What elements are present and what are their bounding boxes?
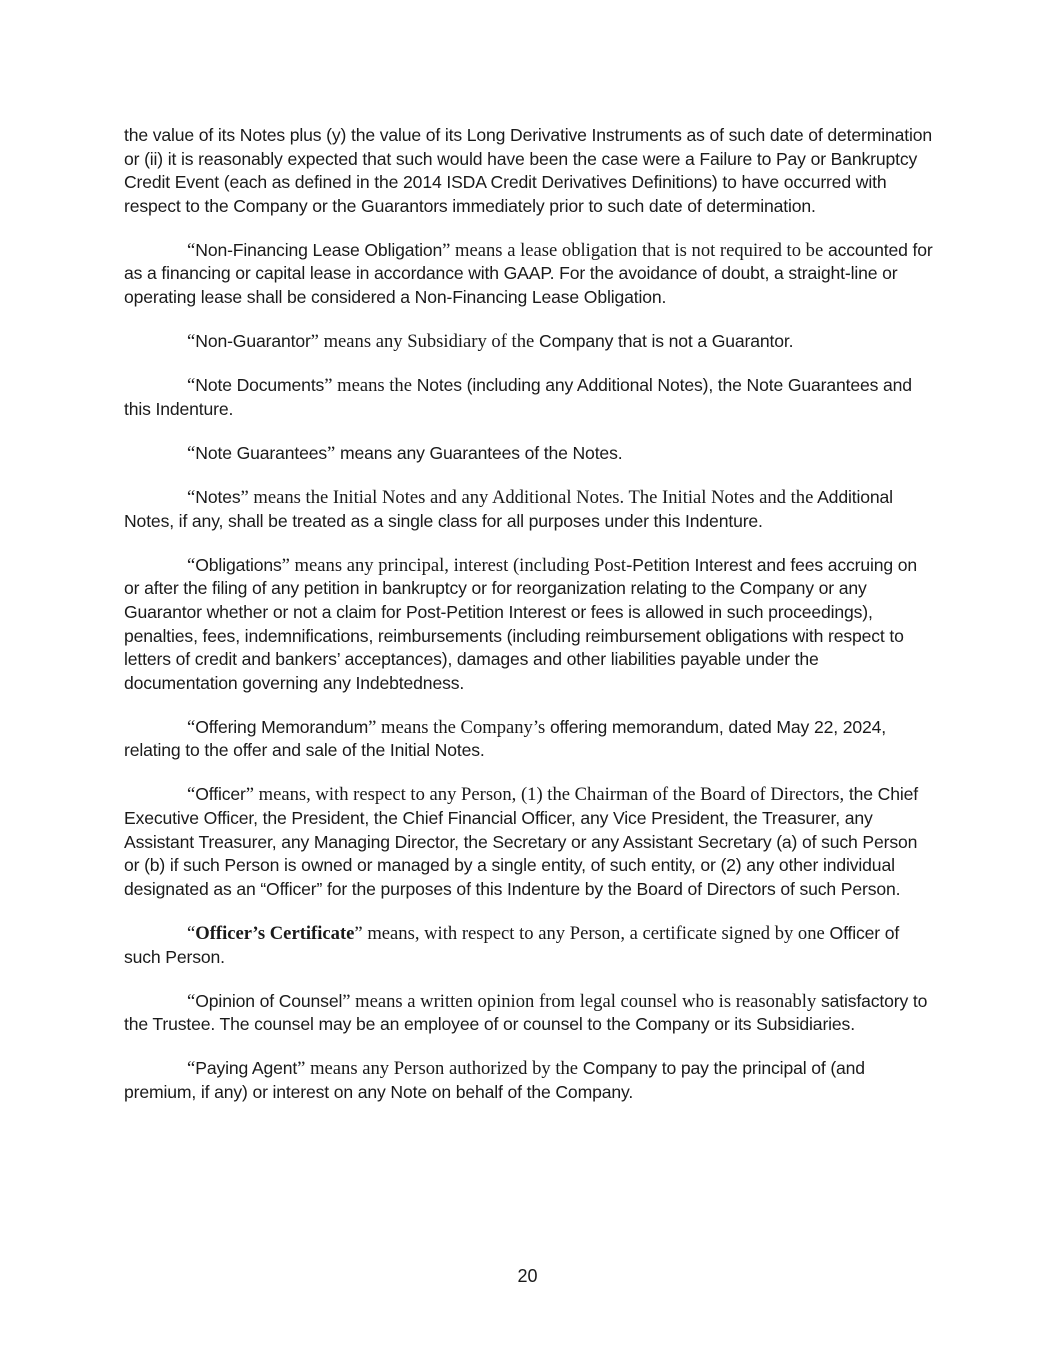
defined-term: Paying Agent xyxy=(195,1058,298,1079)
definition-note-documents: “Note Documents” means the Notes (including any Additional Notes), the Note Guarantees and this Indenture. xyxy=(124,375,912,419)
defined-term: Officer xyxy=(195,784,246,805)
definition-opinion-of-counsel: “Opinion of Counsel” means a written opinion from legal counsel who is reasonably satisfactory to the Trustee. The counsel may be an employee of or counsel to the Company or its Subsidiaries. xyxy=(124,990,928,1035)
continuation-paragraph: the value of its Notes plus (y) the value of its Long Derivative Instruments as of such date of determination or (ii) it is reasonably expected that such would have been the case were a Failure to Pay or Bankruptcy Credit Event (each as defined in the 2014 ISDA Credit Derivatives Definitions) to have occurred with respect to the Company or the Guarantors immediately prior to such date of determination. xyxy=(124,125,933,216)
defined-term: Obligations xyxy=(195,554,282,575)
definition-non-guarantor: “Non-Guarantor” means any Subsidiary of the Company that is not a Guarantor. xyxy=(187,331,794,353)
page-number: 20 xyxy=(517,1266,538,1286)
definition-paying-agent: “Paying Agent” means any Person authorized by the Company to pay the principal of (and premium, if any) or interest on any Note on behalf of the Company. xyxy=(124,1058,865,1102)
defined-term: Note Documents xyxy=(195,375,325,396)
defined-term: Non-Guarantor xyxy=(195,331,311,352)
definition-offering-memorandum: “Offering Memorandum” means the Company’s offering memorandum, dated May 22, 2024, relating to the offer and sale of the Initial Notes. xyxy=(124,716,886,761)
document-page xyxy=(124,124,936,1125)
definition-officer: “Officer” means, with respect to any Person, (1) the Chairman of the Board of Directors, the Chief Executive Officer, the President, the Chief Financial Officer, any Vice President, the Treasurer, any Assistant Treasurer, any Managing Director, the Secretary or any Assistant Secretary (a) of such Person or (b) if such Person is owned or managed by a single entity, of such entity, or (2) any other individual designated as an “Officer” for the purposes of this Indenture by the Board of Directors of such Person. xyxy=(124,784,918,899)
definition-notes: “Notes” means the Initial Notes and any Additional Notes. The Initial Notes and the Additional Notes, if any, shall be treated as a single class for all purposes under this Indenture. xyxy=(124,487,893,531)
definition-note-guarantees: “Note Guarantees” means any Guarantees of the Notes. xyxy=(187,442,623,464)
definition-obligations: “Obligations” means any principal, interest (including Post-Petition Interest and fees accruing on or after the filing of any petition in bankruptcy or for reorganization relating to the Company or any Guarantor whether or not a claim for Post-Petition Interest or fees is allowed in such proceedings), penalties, fees, indemnifications, reimbursements (including reimbursement obligations with respect to letters of credit and bankers’ acceptances), damages and other liabilities payable under the documentation governing any Indebtedness. xyxy=(124,554,918,693)
definition-non-financing-lease-obligation: “Non-Financing Lease Obligation” means a lease obligation that is not required to be accounted for as a financing or capital lease in accordance with GAAP. For the avoidance of doubt, a straight-line or operating lease shall be considered a Non-Financing Lease Obligation. xyxy=(124,239,933,308)
defined-term: Offering Memorandum xyxy=(195,716,369,737)
defined-term: Opinion of Counsel xyxy=(195,990,343,1011)
defined-term: Note Guarantees xyxy=(195,442,328,463)
defined-term: Notes xyxy=(195,487,241,508)
definition-officers-certificate: “Officer’s Certificate” means, with respect to any Person, a certificate signed by one Officer of such Person. xyxy=(124,922,900,967)
defined-term: Officer’s Certificate xyxy=(195,922,355,944)
defined-term: Non-Financing Lease Obligation xyxy=(195,239,443,260)
